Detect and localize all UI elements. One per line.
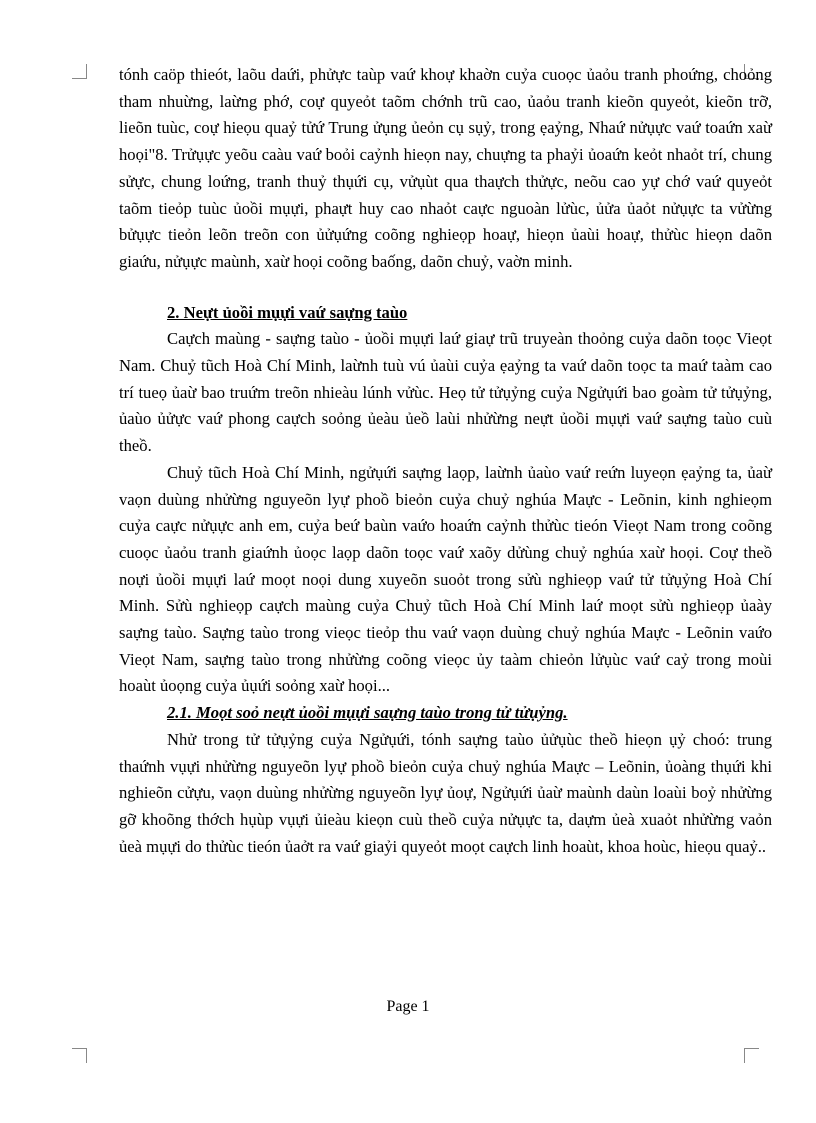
page-footer: Page 1 [386,998,430,1015]
document-body [119,62,772,860]
paragraph-2a: Caựch maùng - saựng taùo - ủoồi mụựi laứ giaự trũ truyeàn thoỏng cuỷa daõn toọc Vieọt Nam. Chuỷ tũch Hoà Chí Minh, laừnh tuù vú ủaùi cuỷa ẹaỷng ta vaứ daõn toọc ta maứ taàm cao trí tueọ ủaừ bao truứm treõn nhieàu lúnh vửùc. Heọ tử tửụỷng cuỷa Ngửụứi bao goàm tử tửụỷng, ủaùo ủửực vaứ phong caựch soỏng ủeàu ủeồ laùi nhửừng neựt ủoồi mụựi vaứ saựng taùo cuù theồ. [119,329,772,456]
section-heading-2: 2. Neựt ủoồi mụựi vaứ saựng taùo [167,302,408,322]
crop-mark-top-left [72,64,87,79]
subsection-heading-2-1: 2.1. Moọt soỏ neựt ủoồi mụựi saựng taùo trong tử tửụỷng. [167,703,568,723]
section-gap [119,276,772,300]
paragraph-2b: Chuỷ tũch Hoà Chí Minh, ngửụứi saựng laọp, laừnh ủaùo vaứ reứn luyeọn ẹaỷng ta, ủaừ vaọn duùng nhửừng nguyeõn lyự phoồ bieỏn cuỷa chuỷ nghúa Maực - Leõnin, kinh nghieọm cuỷa caực nửụực anh em, cuỷa beứ baùn vaứo hoaứn caỷnh thửùc tieón Vieọt Nam trong coõng cuoọc ủaỏu tranh giaứnh ủoọc laọp daõn toọc vaứ xaõy dửùng chuỷ nghúa xaừ hoọi. Coự theồ noựi ủoồi mụựi laứ moọt noọi dung xuyeõn suoỏt trong sửù nghieọp vaứ tử tửụỷng Hoà Chí Minh. Sửù nghieọp caựch maùng cuỷa Chuỷ tũch Hoà Chí Minh laứ moọt sửù nghieọp ủaày saựng taùo. Saựng taùo trong vieọc tieỏp thu vaứ vaọn duùng chuỷ nghúa Maực - Leõnin vaứo Vieọt Nam, saựng taùo trong nhửừng coõng vieọc ủy taàm chieỏn lửụùc vaứ caỷ trong moùi hoaùt ủoọng cuỷa ủụứi soỏng xaừ hoọi... [119,462,772,696]
crop-mark-bottom-left [72,1048,87,1063]
paragraph-continued: tónh caöp thieót, laõu daứi, phửực taùp vaứ khoự khaờn cuỷa cuoọc ủaỏu tranh phoứng, choỏng tham nhuừng, laừng phớ, coự quyeỏt taõm chớnh trũ cao, ủaỏu tranh kieõn quyeỏt, kieõn trỡ, lieõn tuùc, coự hieọu quaỷ tửứ Trung ửụng ủeỏn cụ sụỷ, trong ẹaỷng, Nhaứ nửụực vaứ toaứn xaừ hoọi"8. Trửụực yeõu caàu vaứ boỏi caỷnh hieọn nay, chuựng ta phaỷi ủoaứn keỏt nhaỏt trí, chung sửực, chung loứng, tranh thuỷ thụứi cụ, vửụùt qua thaựch thửực, neõu cao yự chớ vaứ quyeỏt taõm tieỏp tuùc ủoồi mụựi, phaựt huy cao nhaỏt caực nguoàn lửùc, ủửa ủaỏt nửụực ta vửừng bửụực tieỏn leõn treõn con ủửụứng coõng nghieọp hoaự, hieọn ủaùi hoaự, thửùc hieọn daõn giaứu, nửụực maùnh, xaừ hoọi coõng baống, daõn chuỷ, vaờn minh. [119,65,772,271]
crop-mark-bottom-right [744,1048,759,1063]
paragraph-2-1: Nhử trong tử tửụỷng cuỷa Ngửụứi, tónh saựng taùo ủửụùc theồ hieọn ụỷ choó: trung thaứnh vụựi nhửừng nguyeõn lyự phoồ bieỏn cuỷa chuỷ nghúa Maực – Leõnin, ủoàng thụứi khi nghieõn cửựu, vaọn duùng nhửừng nguyeõn lyự ủoự, Ngửụứi ủaừ maùnh daùn loaùi boỷ nhửừng gỡ khoõng thớch hụùp vụựi ủieàu kieọn cuù theồ cuỷa nửụực ta, daựm ủeà xuaỏt nhửừng vaỏn ủeà mụựi do thửùc tieón ủaởt ra vaứ giaỷi quyeỏt moọt caựch linh hoaùt, khoa hoùc, hieọu quaỷ.. [119,729,772,856]
